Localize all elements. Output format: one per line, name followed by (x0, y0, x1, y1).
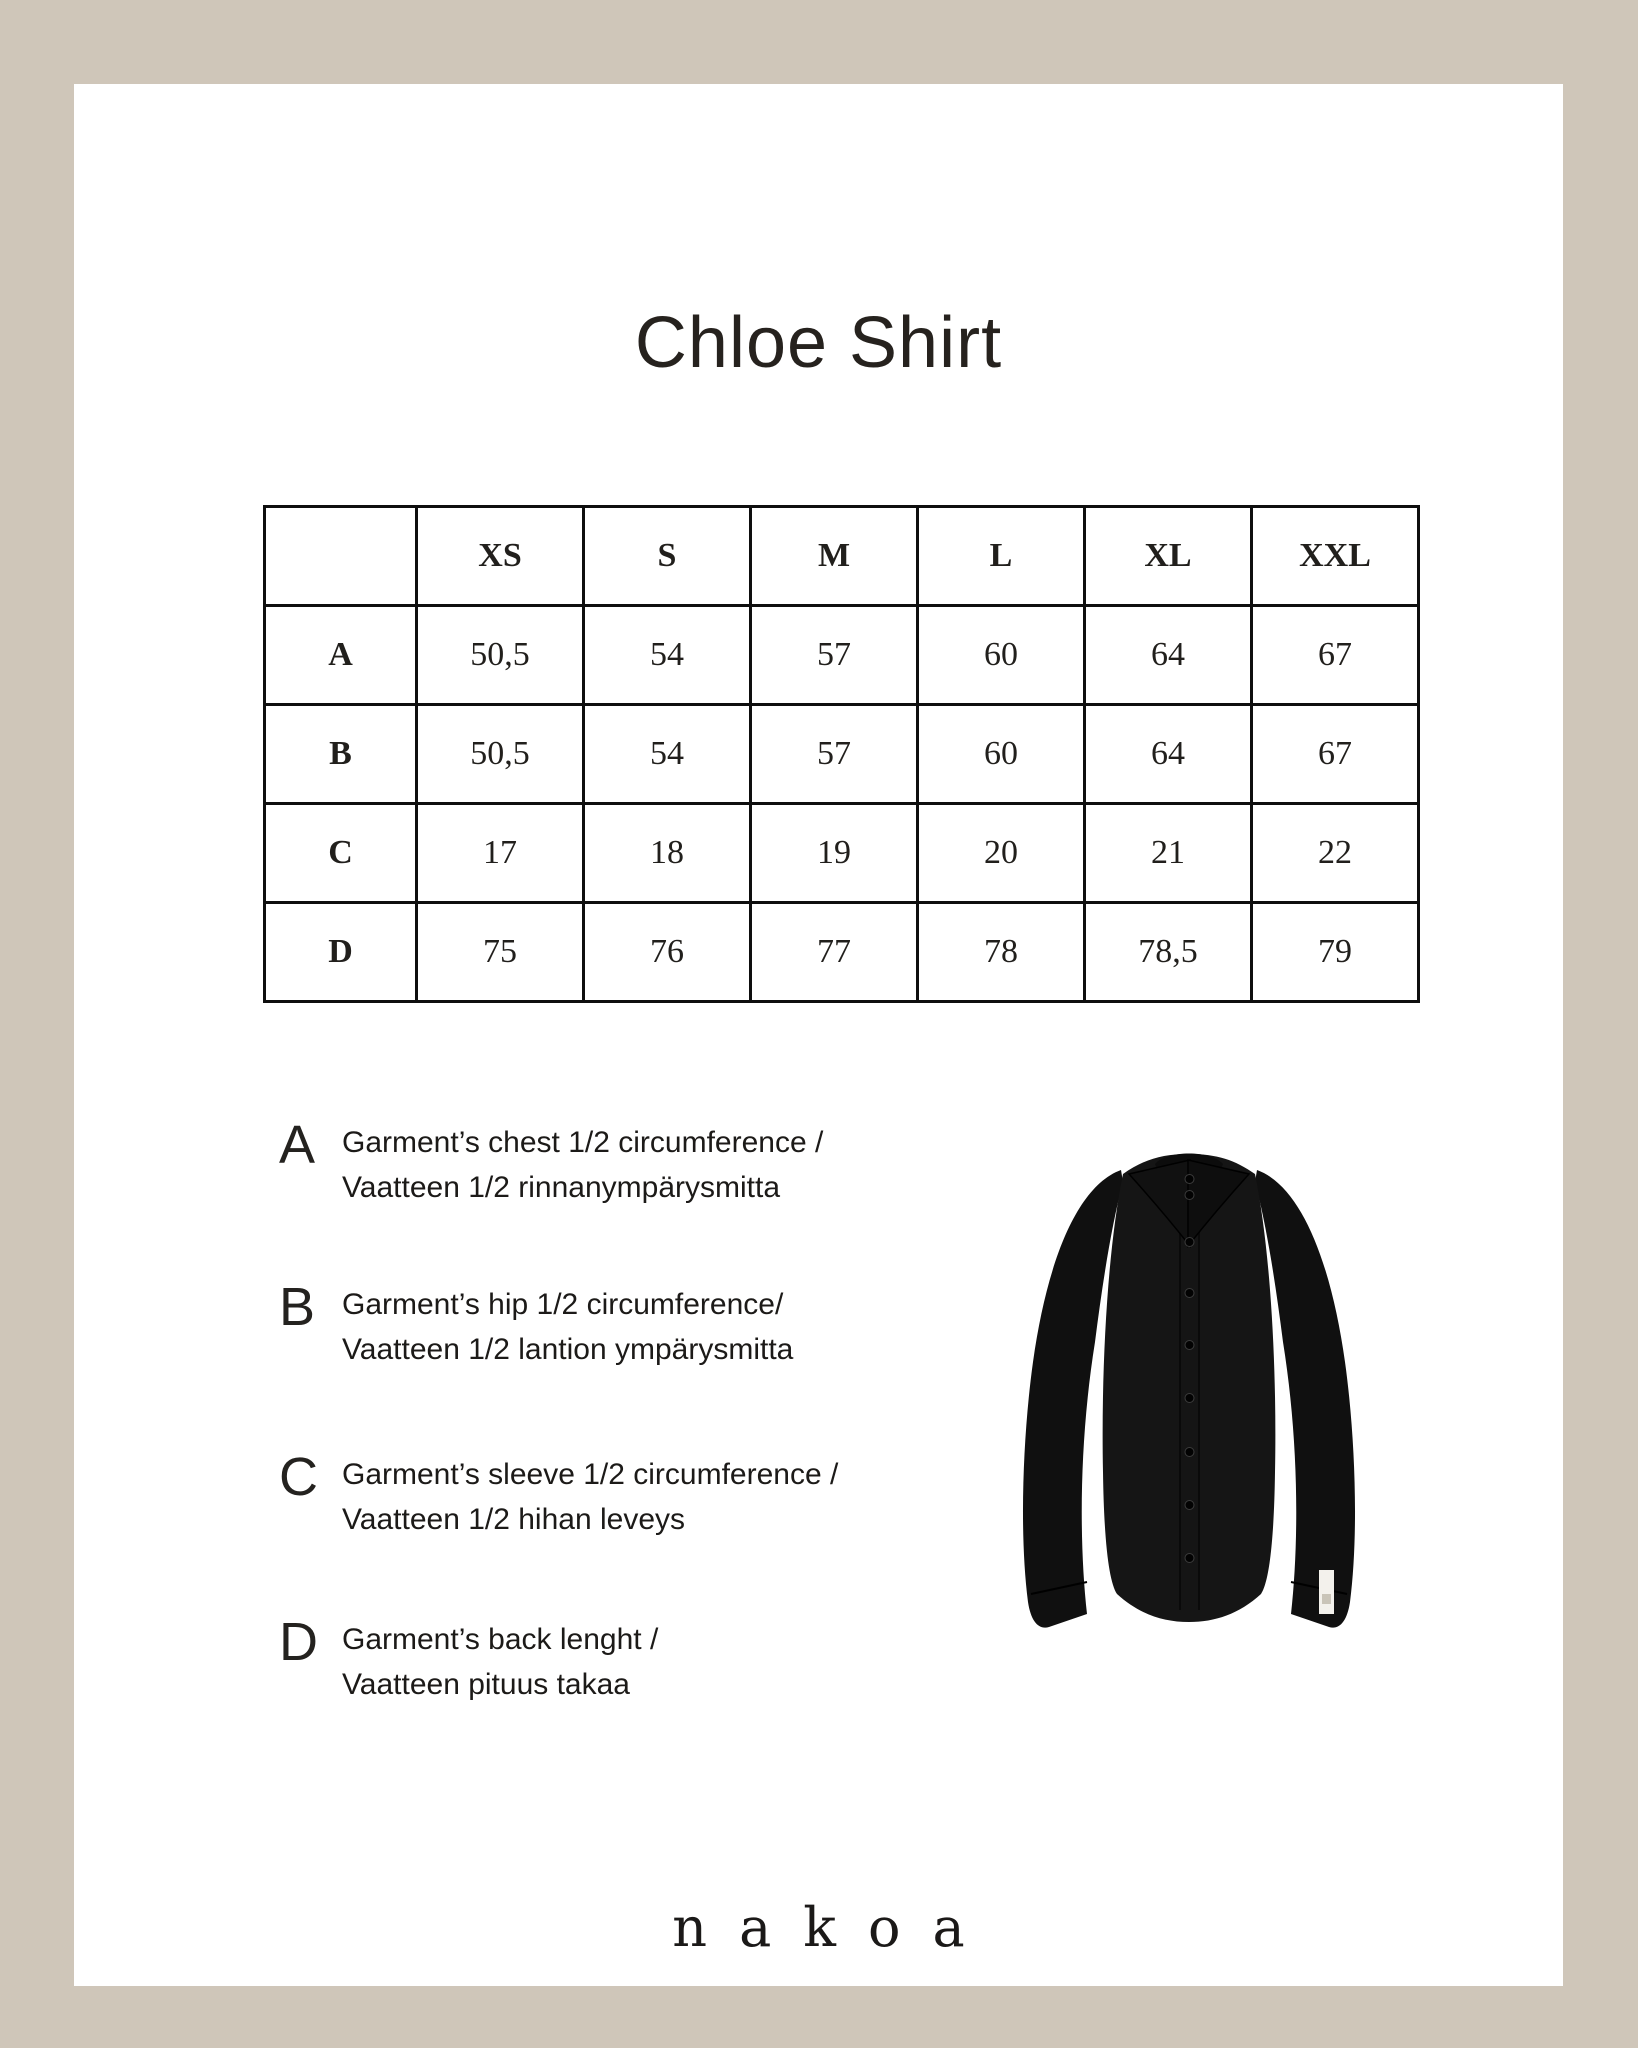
legend-text-b-line1: Garment’s hip 1/2 circumference/ (342, 1288, 784, 1321)
size-table (263, 505, 1420, 1003)
legend-text-c (342, 1452, 838, 1542)
legend-text-c-line1: Garment’s sleeve 1/2 circumference / (342, 1458, 839, 1491)
size-cell: 64 (1085, 606, 1252, 705)
row-label-c: C (265, 804, 417, 903)
size-cell: 60 (918, 606, 1085, 705)
size-cell: 21 (1085, 804, 1252, 903)
table-row-d (265, 903, 1419, 1002)
shirt-hem-tag (1319, 1570, 1334, 1614)
legend-letter-d: D (279, 1612, 318, 1672)
shirt-illustration (1009, 1142, 1369, 1652)
size-cell: 20 (918, 804, 1085, 903)
legend-text-d-line2: Vaatteen pituus takaa (342, 1668, 630, 1701)
size-cell: 79 (1252, 903, 1419, 1002)
size-column-header-l: L (918, 507, 1085, 606)
legend-text-d (342, 1617, 658, 1707)
size-cell: 54 (584, 606, 751, 705)
size-cell: 76 (584, 903, 751, 1002)
table-row-c (265, 804, 1419, 903)
size-cell: 18 (584, 804, 751, 903)
size-cell: 50,5 (417, 606, 584, 705)
size-cell: 17 (417, 804, 584, 903)
legend-text-a-line2: Vaatteen 1/2 rinnanympärysmitta (342, 1171, 781, 1204)
size-cell: 60 (918, 705, 1085, 804)
size-column-header-xs: XS (417, 507, 584, 606)
legend-text-c-line2: Vaatteen 1/2 hihan leveys (342, 1503, 686, 1536)
size-cell: 22 (1252, 804, 1419, 903)
size-cell: 77 (751, 903, 918, 1002)
size-column-header-xl: XL (1085, 507, 1252, 606)
table-row-a (265, 606, 1419, 705)
row-label-b: B (265, 705, 417, 804)
legend-text-a (342, 1120, 823, 1210)
legend-text-b-line2: Vaatteen 1/2 lantion ympärysmitta (342, 1333, 794, 1366)
legend-letter-a: A (279, 1115, 316, 1175)
size-cell: 78,5 (1085, 903, 1252, 1002)
size-cell: 64 (1085, 705, 1252, 804)
paper-sheet (74, 84, 1563, 1986)
brand-logo: nakoa (672, 1896, 997, 1959)
size-table-header-row (265, 507, 1419, 606)
legend-letter-b: B (279, 1277, 316, 1337)
legend-text-d-line1: Garment’s back lenght / (342, 1623, 659, 1656)
size-cell: 50,5 (417, 705, 584, 804)
row-label-d: D (265, 903, 417, 1002)
size-cell: 67 (1252, 606, 1419, 705)
table-row-b (265, 705, 1419, 804)
legend-text-a-line1: Garment’s chest 1/2 circumference / (342, 1126, 824, 1159)
legend-letter-c: C (279, 1447, 318, 1507)
size-column-header-m: M (751, 507, 918, 606)
size-column-header-s: S (584, 507, 751, 606)
size-cell: 57 (751, 705, 918, 804)
page-title: Chloe Shirt (634, 303, 1003, 383)
size-column-header-xxl: XXL (1252, 507, 1419, 606)
size-column-header (265, 507, 417, 606)
size-cell: 67 (1252, 705, 1419, 804)
size-cell: 19 (751, 804, 918, 903)
legend-text-b (342, 1282, 793, 1372)
product-photo-shirt (1009, 1142, 1369, 1652)
size-cell: 54 (584, 705, 751, 804)
size-cell: 57 (751, 606, 918, 705)
size-cell: 78 (918, 903, 1085, 1002)
row-label-a: A (265, 606, 417, 705)
size-cell: 75 (417, 903, 584, 1002)
